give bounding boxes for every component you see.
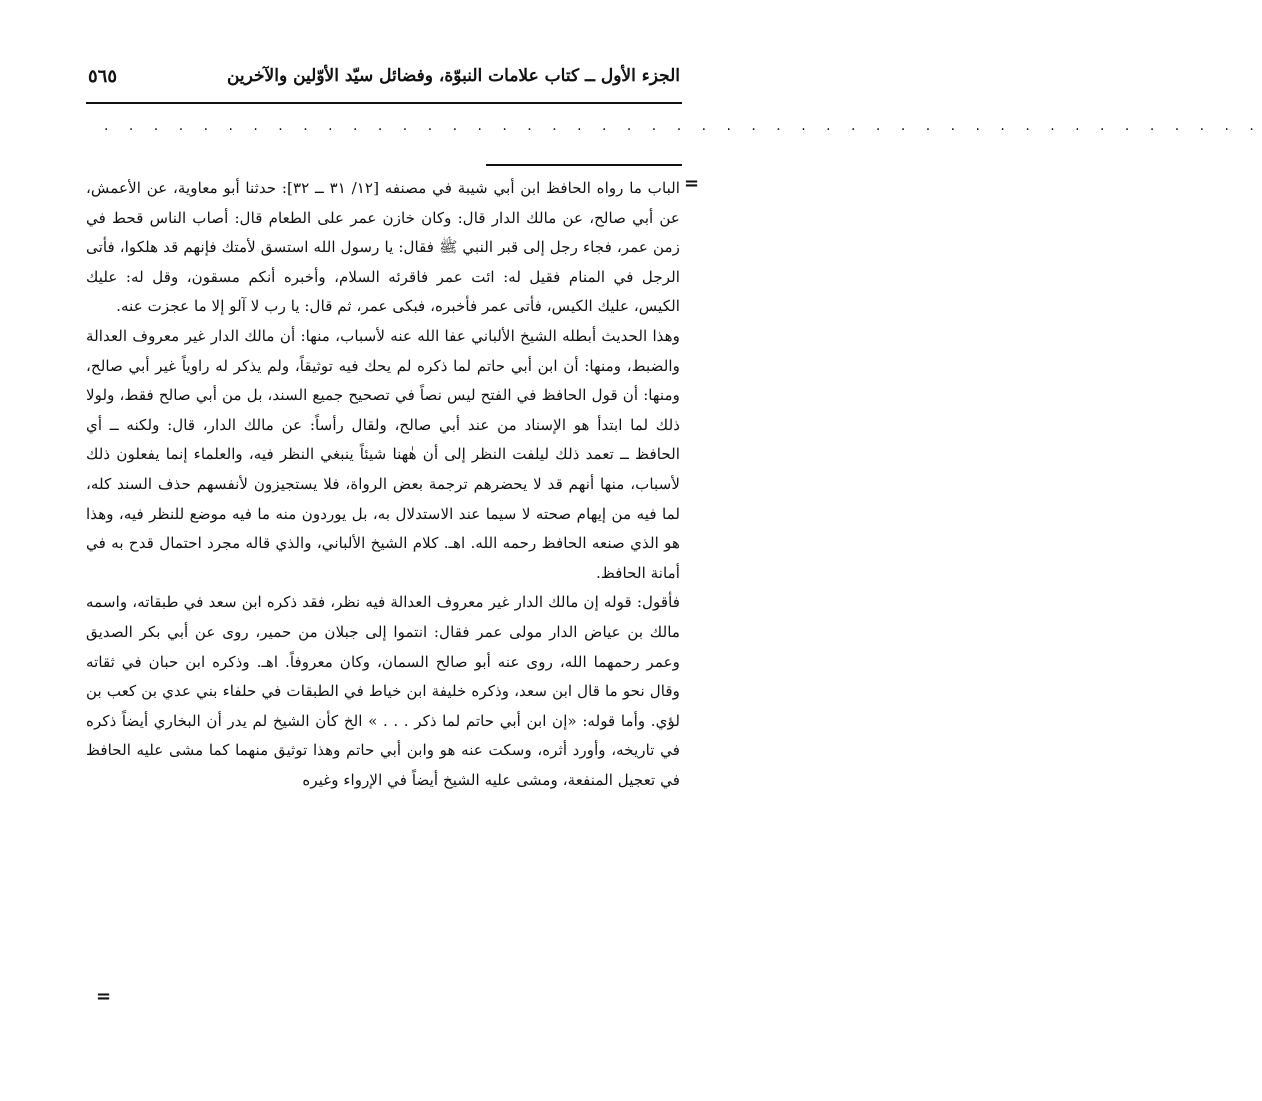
page-number: ٥٦٥: [88, 66, 118, 87]
footnote-body: [86, 174, 680, 795]
dotted-separator: . . . . . . . . . . . . . . . . . . . . . . . . . . . . . . . . . . . . . . . . . . . . . . .: [104, 118, 1262, 134]
paragraph-response: فأقول: قوله إن مالك الدار غير معروف العدالة فيه نظر، فقد ذكره ابن سعد في طبقاته، واسمه مالك بن عياض الدار مولى عمر فقال: انتموا إلى جبلان من حمير، روى عن أبي بكر الصديق وعمر رحمهما الله، روى عنه أبو صالح السمان، وكان معروفاً. اهـ. وذكره ابن حبان في ثقاته وقال نحو ما قال ابن سعد، وذكره خليفة ابن خياط في الطبقات في حلفاء بني عدي بن كعب بن لؤي. وأما قوله: «إن ابن أبي حاتم لما ذكر . . . » الخ كأن الشيخ لم يدر أن البخاري أيضاً ذكره في تاريخه، وأورد أثره، وسكت عنه هو وابن أبي حاتم وهذا توثيق منهما كما مشى عليه الحافظ في تعجيل المنفعة، ومشى عليه الشيخ أيضاً في الإرواء وغيره: [86, 593, 680, 789]
running-head: الجزء الأول ــ كتاب علامات النبوّة، وفضائل سيّد الأوّلين والآخرين: [226, 66, 680, 86]
continuation-mark-bottom: =: [96, 986, 112, 1007]
paragraph-albani-critique: وهذا الحديث أبطله الشيخ الألباني عفا الله عنه لأسباب، منها: أن مالك الدار غير معروف العدالة والضبط، ومنها: أن ابن أبي حاتم لما ذكره لم يحك فيه توثيقاً، ولم يذكر له راوياً غير أبي صالح، ومنها: أن قول الحافظ في الفتح ليس نصاً في تصحيح جميع السند، بل من أبي صالح فقط، ولولا ذلك لما ابتدأ هو الإسناد من عند أبي صالح، ولقال رأساً: عن مالك الدار، قال: ولكنه ــ أي الحافظ ــ تعمد ذلك ليلفت النظر إلى أن هٰهنا شيئاً ينبغي النظر فيه، والعلماء إنما يفعلون ذلك لأسباب، منها أنهم قد لا يحضرهم ترجمة بعض الرواة، فلا يستجيزون لأنفسهم حذف السند كله، لما فيه من إيهام صحته لا سيما عند الاستدلال به، بل يوردون منه ما فيه موضع للنظر فيه، وهذا هو الذي صنعه الحافظ رحمه الله. اهـ. كلام الشيخ الألباني، والذي قاله مجرد احتمال قدح به في أمانة الحافظ.: [86, 326, 680, 582]
page-header: [88, 60, 680, 100]
header-rule: [86, 102, 682, 104]
continuation-mark-top: =: [684, 173, 700, 194]
paragraph-hadith: الباب ما رواه الحافظ ابن أبي شيبة في مصنفه [١٢/ ٣١ ــ ٣٢]: حدثنا أبو معاوية، عن الأعمش، عن أبي صالح، عن مالك الدار قال: وكان خازن عمر على الطعام قال: أصاب الناس قحط في زمن عمر، فجاء رجل إلى قبر النبي ﷺ فقال: يا رسول الله استسق لأمتك فإنهم قد هلكوا، فأتى الرجل في المنام فقيل له: ائت عمر فاقرئه السلام، وأخبره أنكم مسقون، وقل له: عليك الكيس، عليك الكيس، فأتى عمر فأخبره، فبكى عمر، ثم قال: يا رب لا آلو إلا ما عجزت عنه.: [86, 179, 681, 316]
footnote-rule: [486, 164, 682, 166]
